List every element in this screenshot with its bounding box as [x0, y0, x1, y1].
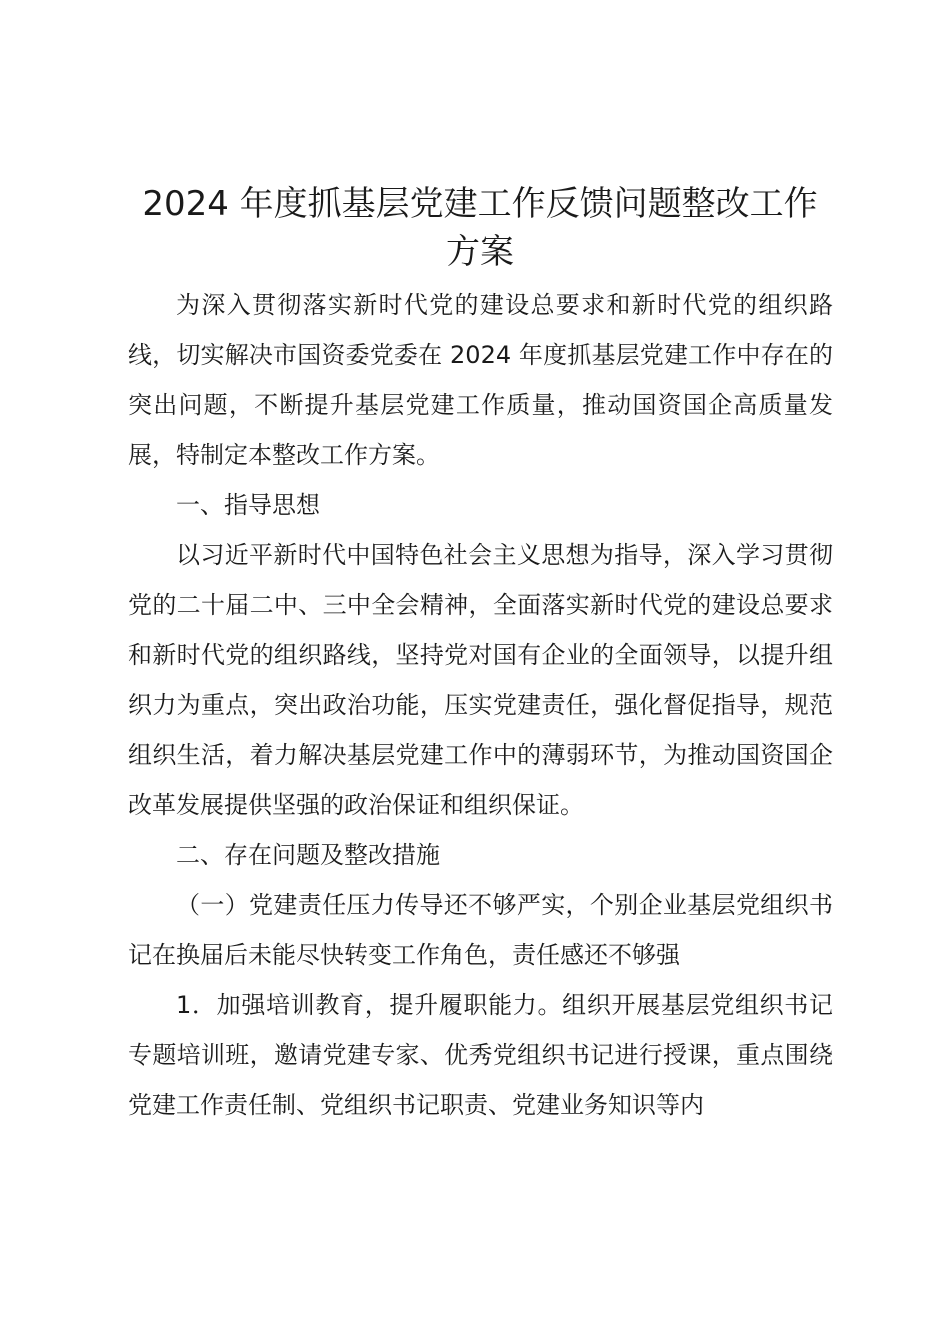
intro-paragraph: 为深入贯彻落实新时代党的建设总要求和新时代党的组织路线，切实解决市国资委党委在 2024 年度抓基层党建工作中存在的突出问题，不断提升基层党建工作质量，推动国资国企高质量发展，特制定本整改工作方案。	[128, 291, 833, 469]
document-title	[100, 180, 860, 276]
title-line-2: 方案	[446, 232, 514, 272]
guiding-thought-paragraph: 以习近平新时代中国特色社会主义思想为指导，深入学习贯彻党的二十届二中、三中全会精神，全面落实新时代党的建设总要求和新时代党的组织路线，坚持党对国有企业的全面领导，以提升组织力为重点，突出政治功能，压实党建责任，强化督促指导，规范组织生活，着力解决基层党建工作中的薄弱环节，为推动国资国企改革发展提供坚强的政治保证和组织保证。	[128, 541, 833, 819]
measure-1-paragraph: 1．加强培训教育，提升履职能力。组织开展基层党组织书记专题培训班，邀请党建专家、优秀党组织书记进行授课，重点围绕党建工作责任制、党组织书记职责、党建业务知识等内	[128, 991, 833, 1119]
document-body	[128, 280, 833, 1130]
issue-1-paragraph: （一）党建责任压力传导还不够严实，个别企业基层党组织书记在换届后未能尽快转变工作角色，责任感还不够强	[128, 891, 833, 969]
section-heading-guiding-thought: 一、指导思想	[176, 491, 320, 519]
section-heading-issues: 二、存在问题及整改措施	[176, 841, 440, 869]
title-line-1: 2024 年度抓基层党建工作反馈问题整改工作	[142, 184, 818, 224]
